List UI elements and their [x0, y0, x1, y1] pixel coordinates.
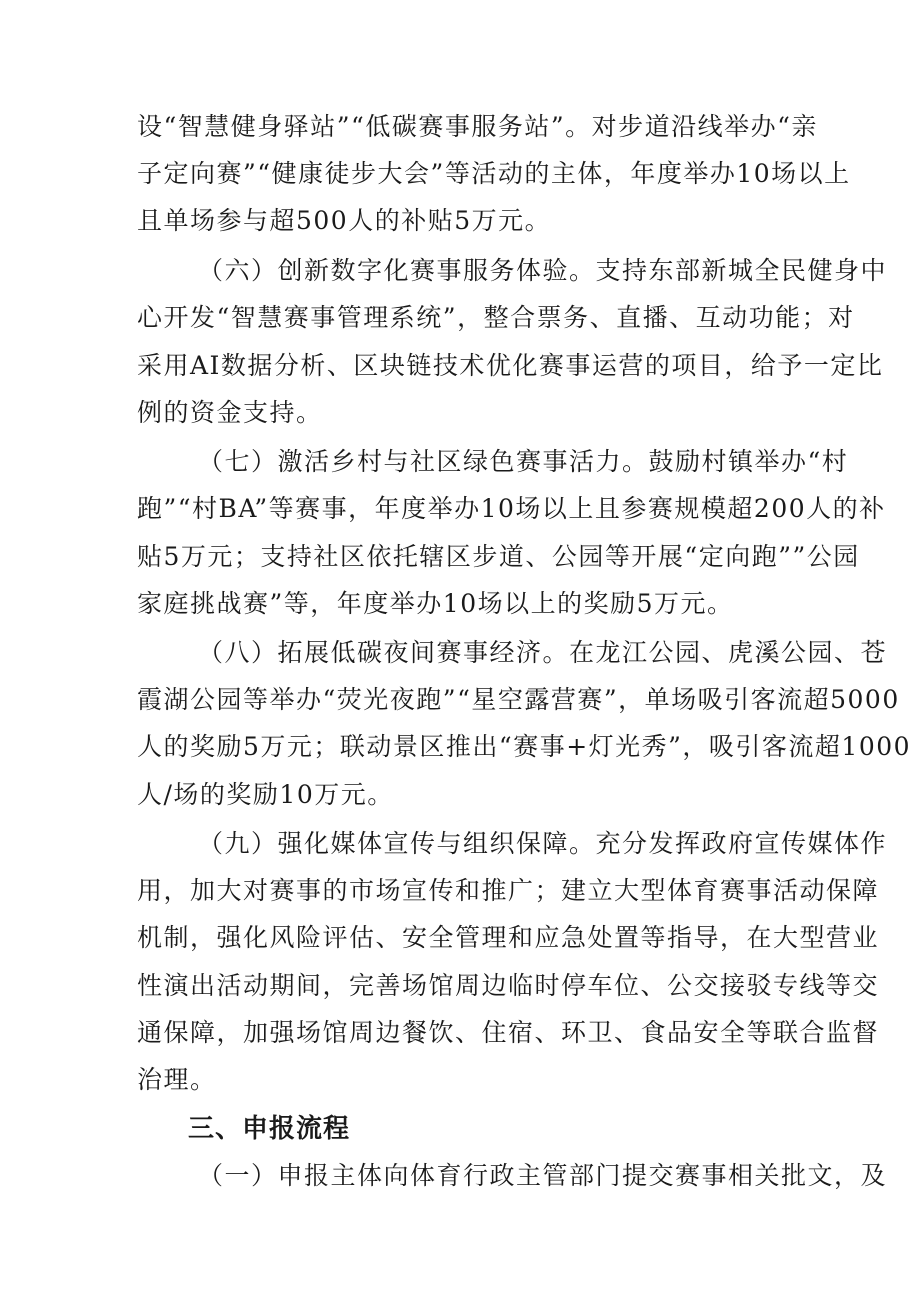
- paragraph-line: 性演出活动期间，完善场馆周边临时停车位、公交接驳专线等交: [137, 971, 880, 1000]
- paragraph-line: 霞湖公园等举办“荧光夜跑”“星空露营赛”，单场吸引客流超5000: [137, 685, 900, 714]
- section-heading: 三、申报流程: [188, 1114, 351, 1144]
- paragraph-line: 用，加大对赛事的市场宣传和推广；建立大型体育赛事活动保障: [137, 876, 880, 905]
- paragraph-line: 人的奖励5万元；联动景区推出“赛事+灯光秀”，吸引客流超1000: [137, 732, 912, 761]
- paragraph-line: 采用AI数据分析、区块链技术优化赛事运营的项目，给予一定比: [137, 351, 884, 380]
- paragraph-line: 子定向赛”“健康徒步大会”等活动的主体，年度举办10场以上: [137, 159, 851, 188]
- paragraph-line: 贴5万元；支持社区依托辖区步道、公园等开展“定向跑””公园: [137, 542, 860, 571]
- paragraph-line: （八）拓展低碳夜间赛事经济。在龙江公园、虎溪公园、苍: [198, 638, 888, 667]
- paragraph-line: （七）激活乡村与社区绿色赛事活力。鼓励村镇举办“村: [198, 447, 849, 476]
- paragraph-line: 治理。: [137, 1065, 217, 1094]
- paragraph-line: 家庭挑战赛”等，年度举办10场以上的奖励5万元。: [137, 589, 734, 618]
- paragraph-line: （一）申报主体向体育行政主管部门提交赛事相关批文，及: [198, 1161, 888, 1190]
- paragraph-line: （九）强化媒体宣传与组织保障。充分发挥政府宣传媒体作: [198, 829, 888, 858]
- paragraph-line: 跑”“村BA”等赛事，年度举办10场以上且参赛规模超200人的补: [137, 494, 886, 523]
- paragraph-line: 通保障，加强场馆周边餐饮、住宿、环卫、食品安全等联合监督: [137, 1018, 880, 1047]
- paragraph-line: 机制，强化风险评估、安全管理和应急处置等指导，在大型营业: [137, 923, 880, 952]
- paragraph-line: 人/场的奖励10万元。: [137, 780, 394, 809]
- paragraph-line: 且单场参与超500人的补贴5万元。: [137, 206, 552, 235]
- paragraph-line: 例的资金支持。: [137, 398, 323, 427]
- paragraph-line: 心开发“智慧赛事管理系统”，整合票务、直播、互动功能；对: [137, 303, 855, 332]
- paragraph-line: （六）创新数字化赛事服务体验。支持东部新城全民健身中: [198, 256, 888, 285]
- paragraph-line: 设“智慧健身驿站”“低碳赛事服务站”。对步道沿线举办“亲: [137, 112, 818, 141]
